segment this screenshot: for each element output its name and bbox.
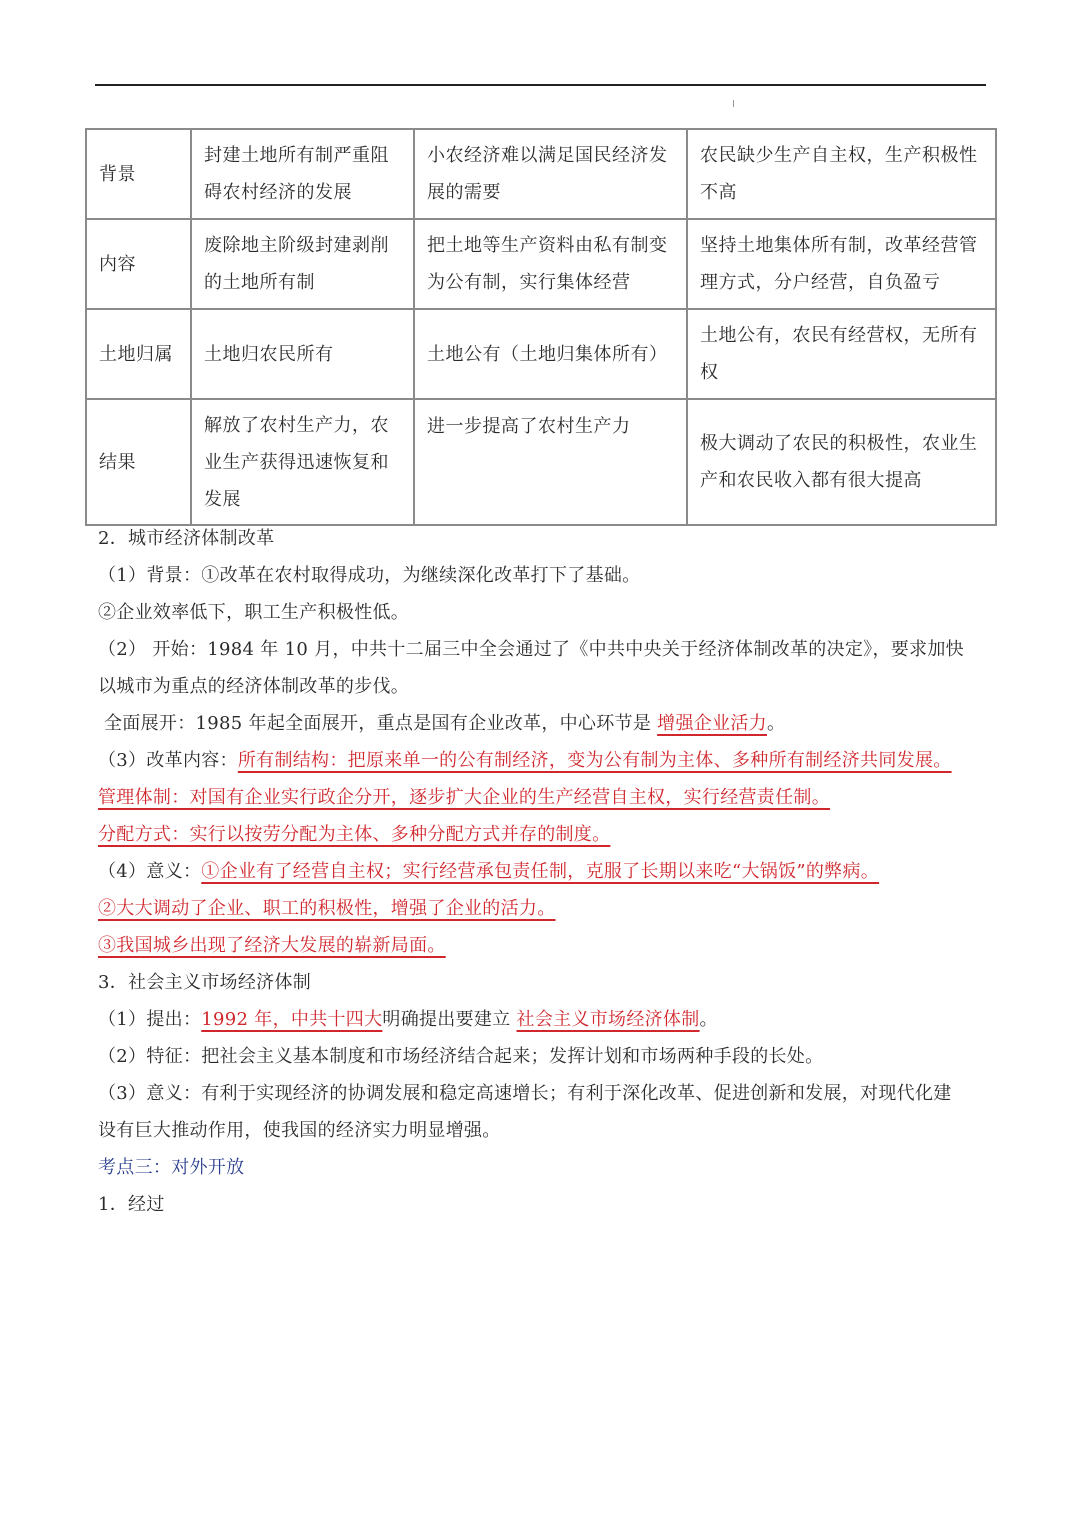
content-line-3 [98, 816, 988, 853]
background-label: （1）背景： [98, 565, 202, 586]
meaning-line-3 [98, 927, 988, 964]
section-2-title: 2．城市经济体制改革 [98, 528, 275, 549]
table-cell: 极大调动了农民的积极性，农业生产和农民收入都有很大提高 [687, 399, 996, 525]
row-head-result: 结果 [86, 399, 191, 525]
section-3-title: 3．社会主义市场经济体制 [98, 972, 312, 993]
background-line-1 [98, 557, 988, 594]
table-cell: 解放了农村生产力，农业生产获得迅速恢复和发展 [191, 399, 414, 525]
content-management: 管理体制：对国有企业实行政企分开，逐步扩大企业的生产经营自主权，实行经营责任制。 [98, 787, 830, 808]
content-label: （3）改革内容： [98, 750, 238, 771]
expand-highlight: 增强企业活力 [657, 713, 767, 734]
propose-highlight-year: 1992 年，中共十四大 [201, 1009, 383, 1030]
propose-suffix: 。 [699, 1009, 718, 1030]
significance-line-1: （3）意义：有利于实现经济的协调发展和稳定高速增长；有利于深化改革、促进创新和发展，对现代化建 [98, 1083, 952, 1104]
content-distribution: 分配方式：实行以按劳分配为主体、多种分配方式并存的制度。 [98, 824, 611, 845]
row-head-content: 内容 [86, 219, 191, 309]
kaodian-3-title: 考点三：对外开放 [98, 1157, 245, 1178]
meaning-line-2 [98, 890, 988, 927]
propose-line [98, 1001, 988, 1038]
row-head-land-ownership: 土地归属 [86, 309, 191, 399]
table-cell: 小农经济难以满足国民经济发展的需要 [414, 129, 687, 219]
table-cell: 土地公有，农民有经营权，无所有权 [687, 309, 996, 399]
table-cell: 进一步提高了农村生产力 [414, 399, 687, 525]
background-point-2: ②企业效率低下，职工生产积极性低。 [98, 602, 410, 623]
meaning-point-3: ③我国城乡出现了经济大发展的崭新局面。 [98, 935, 446, 956]
header-tick-mark [733, 100, 734, 107]
expand-line [98, 705, 988, 742]
table-row [86, 399, 996, 525]
table-cell: 农民缺少生产自主权，生产积极性不高 [687, 129, 996, 219]
meaning-point-1: ①企业有了经营自主权；实行经营承包责任制，克服了长期以来吃“大锅饭”的弊病。 [201, 861, 880, 882]
table-row [86, 219, 996, 309]
body-text [98, 520, 988, 1223]
table-row [86, 309, 996, 399]
expand-prefix: 全面展开：1985 年起全面展开，重点是国有企业改革，中心环节是 [104, 713, 658, 734]
table-cell: 废除地主阶级封建剥削的土地所有制 [191, 219, 414, 309]
meaning-label: （4）意义： [98, 861, 202, 882]
table-cell: 土地公有（土地归集体所有） [414, 309, 687, 399]
propose-mid: 明确提出要建立 [382, 1009, 517, 1030]
meaning-point-2: ②大大调动了企业、职工的积极性，增强了企业的活力。 [98, 898, 556, 919]
kaodian-3-item-1: 1．经过 [98, 1194, 165, 1215]
content-line-2 [98, 779, 988, 816]
propose-highlight-system: 社会主义市场经济体制 [516, 1009, 700, 1030]
content-ownership: 所有制结构：把原来单一的公有制经济，变为公有制为主体、多种所有制经济共同发展。 [237, 750, 952, 771]
header-rule [95, 84, 986, 86]
table-cell: 土地归农民所有 [191, 309, 414, 399]
feature-line: （2）特征：把社会主义基本制度和市场经济结合起来；发挥计划和市场两种手段的长处。 [98, 1046, 824, 1067]
table-cell: 把土地等生产资料由私有制变为公有制，实行集体经营 [414, 219, 687, 309]
table-cell: 封建土地所有制严重阻碍农村经济的发展 [191, 129, 414, 219]
background-point-1: ①改革在农村取得成功，为继续深化改革打下了基础。 [201, 565, 641, 586]
significance-line-2: 设有巨大推动作用，使我国的经济实力明显增强。 [98, 1120, 501, 1141]
table-cell: 坚持土地集体所有制，改革经营管理方式，分户经营，自负盈亏 [687, 219, 996, 309]
start-line-2: 以城市为重点的经济体制改革的步伐。 [98, 676, 410, 697]
content-line-1 [98, 742, 988, 779]
propose-label: （1）提出： [98, 1009, 202, 1030]
comparison-table [85, 128, 997, 526]
start-line-1: （2） 开始：1984 年 10 月，中共十二届三中全会通过了《中共中央关于经济体制改革的决定》，要求加快 [98, 639, 964, 660]
row-head-background: 背景 [86, 129, 191, 219]
table-row [86, 129, 996, 219]
expand-suffix: 。 [766, 713, 786, 734]
meaning-line-1 [98, 853, 988, 890]
